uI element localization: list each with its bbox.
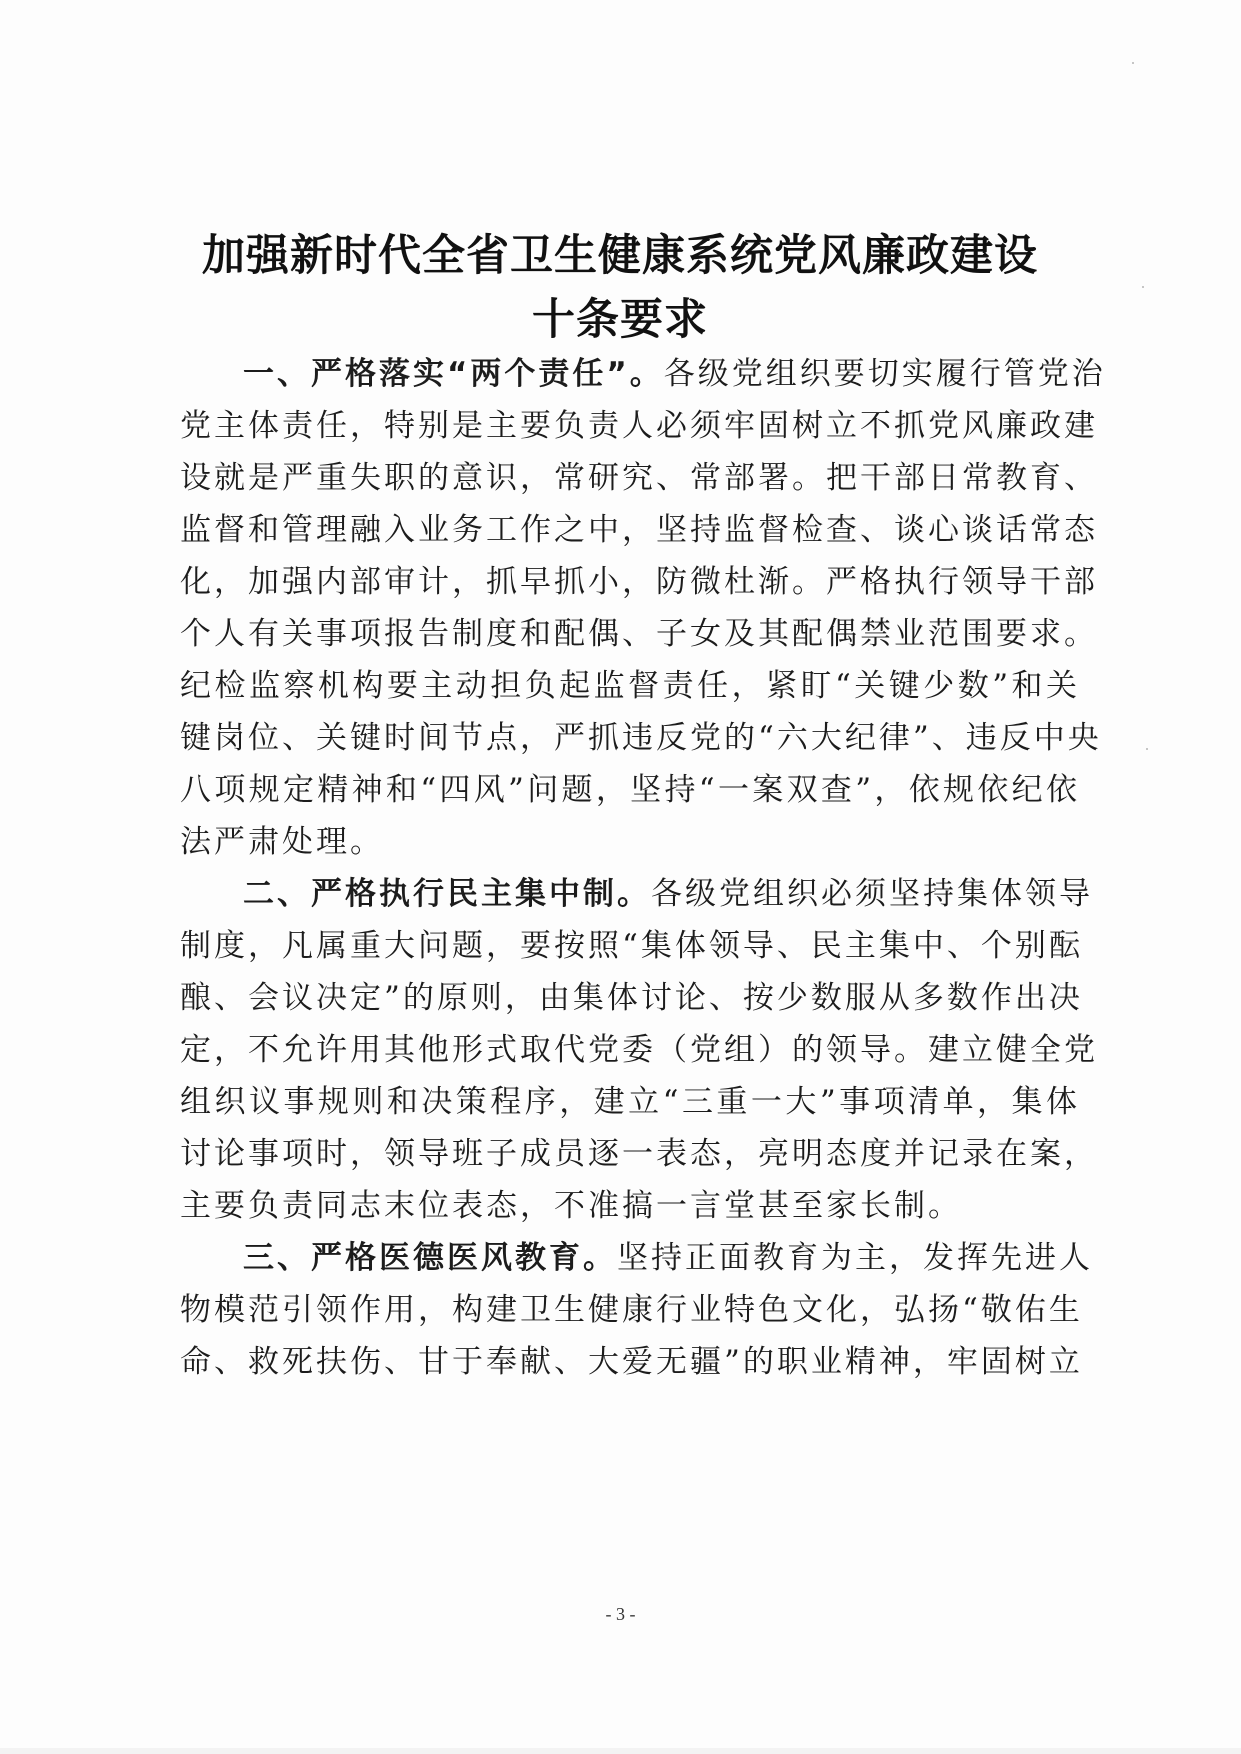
body-text: 监督和管理融入业务工作之中，坚持监督检查、谈心谈话常态 <box>180 512 1098 548</box>
body-line <box>243 1236 1093 1280</box>
body-line <box>180 456 1098 500</box>
document-title-line-2: 十条要求 <box>532 295 708 345</box>
body-text: 坚持正面教育为主，发挥先进人 <box>617 1240 1093 1276</box>
body-line <box>180 560 1098 604</box>
body-line <box>180 612 1098 656</box>
body-text: 纪检监察机构要主动担负起监督责任，紧盯“关键少数”和关 <box>180 668 1080 704</box>
body-line <box>180 1340 1083 1384</box>
body-line <box>243 352 1106 396</box>
body-line <box>180 924 1083 968</box>
body-line <box>180 768 1080 812</box>
body-line <box>180 1132 1098 1176</box>
body-text: 定，不允许用其他形式取代党委（党组）的领导。建立健全党 <box>180 1032 1098 1068</box>
body-text: 物模范引领作用，构建卫生健康行业特色文化，弘扬“敬佑生 <box>180 1292 1083 1328</box>
body-line <box>180 664 1080 708</box>
body-text: 各级党组织必须坚持集体领导 <box>651 876 1093 912</box>
body-text: 键岗位、关键时间节点，严抓违反党的“六大纪律”、违反中央 <box>180 720 1102 756</box>
section-heading: 三、严格医德医风教育。 <box>243 1240 617 1276</box>
body-text: 党主体责任，特别是主要负责人必须牢固树立不抓党风廉政建 <box>180 408 1098 444</box>
body-text: 各级党组织要切实履行管党治 <box>663 356 1106 392</box>
body-line <box>180 1288 1083 1332</box>
body-line <box>180 1184 1080 1228</box>
body-text: 八项规定精神和“四风”问题，坚持“一案双查”，依规依纪依 <box>180 772 1080 808</box>
body-text: 法严肃处理。 <box>180 824 384 860</box>
section-heading: 二、严格执行民主集中制。 <box>243 876 651 912</box>
scan-speck <box>1146 748 1148 750</box>
section-heading: 一、严格落实“两个责任”。 <box>243 356 664 392</box>
scan-edge <box>0 1748 1241 1754</box>
body-text: 制度，凡属重大问题，要按照“集体领导、民主集中、个别酝 <box>180 928 1083 964</box>
scan-speck <box>1142 286 1144 288</box>
body-line <box>243 872 1093 916</box>
body-line <box>180 508 1098 552</box>
body-line <box>180 1080 1080 1124</box>
body-text: 命、救死扶伤、甘于奉献、大爱无疆”的职业精神，牢固树立 <box>180 1344 1083 1380</box>
body-text: 化，加强内部审计，抓早抓小，防微杜渐。严格执行领导干部 <box>180 564 1098 600</box>
body-text: 组织议事规则和决策程序，建立“三重一大”事项清单，集体 <box>180 1084 1080 1120</box>
page-number: - 3 - <box>605 1604 636 1624</box>
body-line <box>180 820 1080 864</box>
body-text: 个人有关事项报告制度和配偶、子女及其配偶禁业范围要求。 <box>180 616 1098 652</box>
body-line <box>180 1028 1098 1072</box>
body-text: 讨论事项时，领导班子成员逐一表态，亮明态度并记录在案， <box>180 1136 1098 1172</box>
body-line <box>180 404 1098 448</box>
document-title-line-1: 加强新时代全省卫生健康系统党风廉政建设 <box>202 231 1038 281</box>
body-line <box>180 976 1083 1020</box>
body-line <box>180 716 1102 760</box>
body-text: 主要负责同志末位表态，不准搞一言堂甚至家长制。 <box>180 1188 962 1224</box>
body-text: 酿、会议决定”的原则，由集体讨论、按少数服从多数作出决 <box>180 980 1083 1016</box>
scan-speck <box>1132 62 1134 64</box>
body-text: 设就是严重失职的意识，常研究、常部署。把干部日常教育、 <box>180 460 1098 496</box>
